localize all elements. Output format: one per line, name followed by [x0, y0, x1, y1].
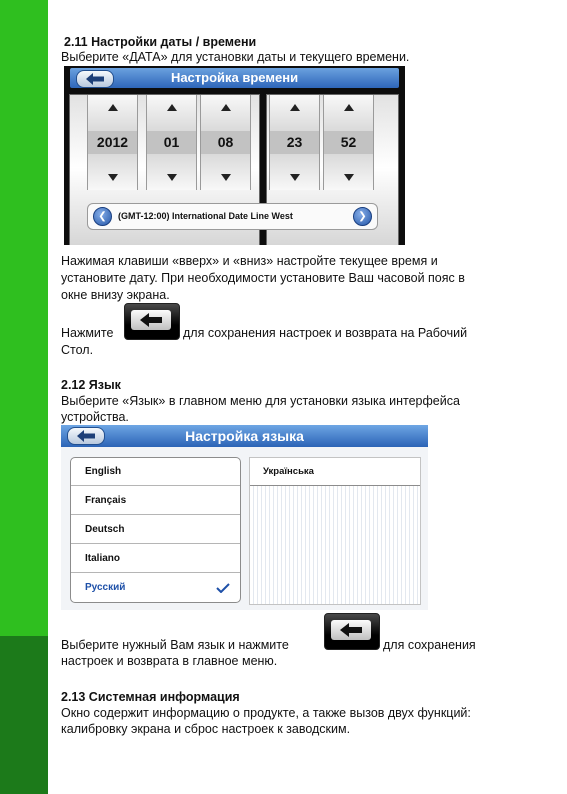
- side-band: [0, 0, 48, 636]
- language-header: [61, 425, 428, 447]
- language-settings-screenshot: [61, 425, 428, 610]
- up-arrow-icon[interactable]: [290, 104, 300, 111]
- language-item[interactable]: [71, 458, 240, 486]
- checkmark-icon: [216, 583, 230, 593]
- back-button-pill: [131, 310, 171, 330]
- press-line2: Стол.: [61, 343, 94, 357]
- section-text-2-12: устройства.: [61, 410, 129, 424]
- down-arrow-icon[interactable]: [221, 174, 231, 181]
- language-label: English: [85, 466, 122, 477]
- day-value: 08: [201, 131, 250, 154]
- language-label: Deutsch: [85, 524, 125, 535]
- press-suffix: для сохранения настроек и возврата на Рабочий: [183, 326, 468, 340]
- section-heading-2-12: 2.12 Язык: [61, 378, 121, 392]
- side-band-bottom: [0, 636, 48, 794]
- back-button-image: [324, 613, 380, 650]
- right-circle-arrow-icon[interactable]: ❯: [353, 207, 372, 226]
- minute-value: 52: [324, 131, 373, 154]
- lang-instruction-suffix: для сохранения: [383, 638, 476, 652]
- hour-spinner[interactable]: [269, 95, 320, 190]
- down-arrow-icon[interactable]: [167, 174, 177, 181]
- back-button-pill: [331, 620, 371, 640]
- time-header: [70, 68, 399, 88]
- language-label: Русский: [85, 582, 126, 593]
- section-heading-2-11: 2.11 Настройки даты / времени: [64, 35, 257, 49]
- back-arrow-icon: [140, 313, 162, 327]
- year-spinner[interactable]: [87, 95, 138, 190]
- section-heading-2-13: 2.13 Системная информация: [61, 690, 240, 704]
- language-item[interactable]: [71, 545, 240, 573]
- section-text-2-13: калибровку экрана и сброс настроек к заводским.: [61, 722, 351, 736]
- language-list: [70, 457, 241, 603]
- up-arrow-icon[interactable]: [221, 104, 231, 111]
- down-arrow-icon[interactable]: [344, 174, 354, 181]
- section-intro-2-11: Выберите «ДАТА» для установки даты и текущего времени.: [61, 50, 410, 64]
- up-arrow-icon[interactable]: [344, 104, 354, 111]
- language-label: Italiano: [85, 553, 121, 564]
- day-spinner[interactable]: [200, 95, 251, 190]
- time-title: Настройка времени: [170, 70, 299, 85]
- time-settings-screenshot: [64, 66, 405, 245]
- language-item[interactable]: [71, 487, 240, 515]
- language-label: Français: [85, 495, 127, 506]
- language-secondary-list: [249, 457, 421, 605]
- month-spinner[interactable]: [146, 95, 197, 190]
- instruction-line: Нажимая клавиши «вверх» и «вниз» настройте текущее время и: [61, 254, 438, 268]
- timezone-label: (GMT-12:00) International Date Line West: [118, 211, 293, 221]
- back-arrow-icon: [340, 623, 362, 637]
- down-arrow-icon[interactable]: [290, 174, 300, 181]
- lang-instruction-line2: настроек и возврата в главное меню.: [61, 654, 278, 668]
- minute-spinner[interactable]: [323, 95, 374, 190]
- year-value: 2012: [88, 131, 137, 154]
- hour-value: 23: [270, 131, 319, 154]
- language-item[interactable]: Українська: [250, 458, 420, 486]
- left-circle-arrow-icon[interactable]: ❮: [93, 207, 112, 226]
- up-arrow-icon[interactable]: [108, 104, 118, 111]
- up-arrow-icon[interactable]: [167, 104, 177, 111]
- section-text-2-13: Окно содержит информацию о продукте, а также вызов двух функций:: [61, 706, 471, 720]
- instruction-line: установите дату. При необходимости установите Ваш часовой пояс в: [61, 271, 465, 285]
- back-button-image: [124, 303, 180, 340]
- month-value: 01: [147, 131, 196, 154]
- instruction-line: окне внизу экрана.: [61, 288, 170, 302]
- lang-instruction-prefix: Выберите нужный Вам язык и нажмите: [61, 638, 289, 652]
- down-arrow-icon[interactable]: [108, 174, 118, 181]
- language-title: Настройка языка: [185, 428, 304, 444]
- press-prefix: Нажмите: [61, 326, 114, 340]
- language-item-selected[interactable]: [71, 574, 240, 602]
- language-item[interactable]: [71, 516, 240, 544]
- timezone-selector: [87, 203, 378, 230]
- section-text-2-12: Выберите «Язык» в главном меню для установки языка интерфейса: [61, 394, 460, 408]
